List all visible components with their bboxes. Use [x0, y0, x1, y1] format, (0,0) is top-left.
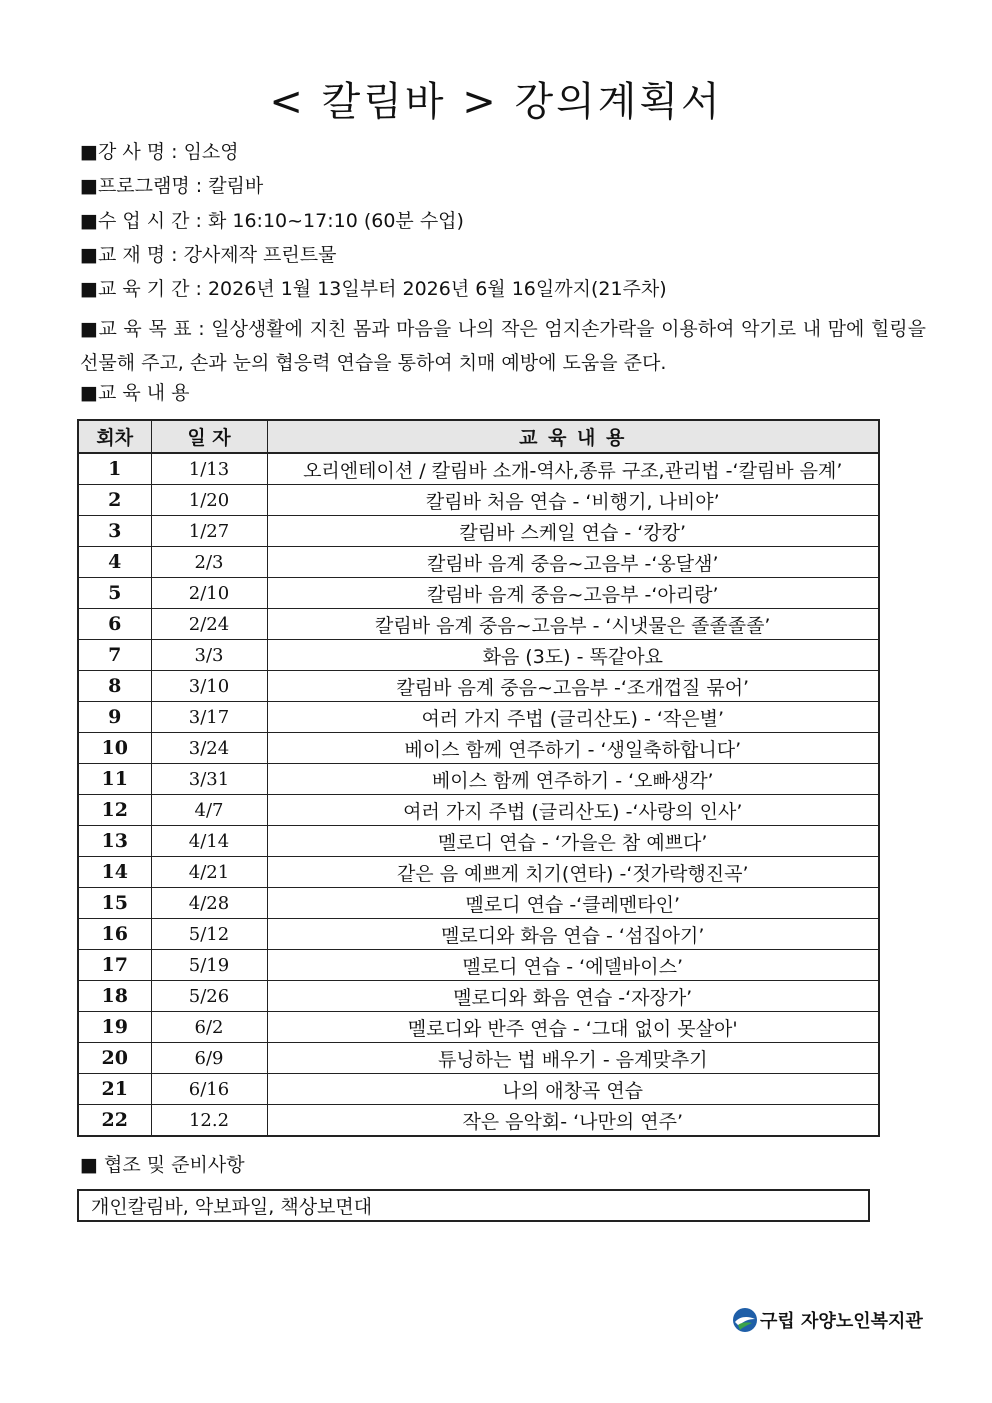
session-number: 20	[78, 1043, 151, 1074]
session-date: 1/13	[151, 453, 267, 485]
class-time-label: ■수 업 시 간 :	[80, 210, 208, 232]
session-date: 3/24	[151, 733, 267, 764]
org-footer	[732, 1306, 923, 1334]
table-row	[78, 516, 879, 547]
session-date: 5/26	[151, 981, 267, 1012]
session-date: 6/2	[151, 1012, 267, 1043]
session-date: 6/16	[151, 1074, 267, 1105]
session-date: 3/31	[151, 764, 267, 795]
table-row	[78, 950, 879, 981]
session-date: 5/12	[151, 919, 267, 950]
goal-value: 일상생활에 지친 몸과 마음을 나의 작은 엄지손가락을 이용하여 악기로 내 맘에 힐링을 선물해 주고, 손과 눈의 협응력 연습을 통하여 치매 예방에 도움을 준다.	[80, 318, 927, 374]
session-number: 21	[78, 1074, 151, 1105]
org-name: 구립 자양노인복지관	[760, 1311, 923, 1332]
session-content: 칼림바 음계 중음~고음부 - ‘시냇물은 졸졸졸졸’	[267, 609, 879, 640]
content-heading: ■교 육 내 용	[80, 382, 190, 404]
session-content: 멜로디 연습 -‘클레멘타인’	[267, 888, 879, 919]
table-row	[78, 547, 879, 578]
table-row	[78, 640, 879, 671]
prep-heading: ■ 협조 및 준비사항	[80, 1154, 245, 1176]
session-content: 오리엔테이션 / 칼림바 소개-역사,종류 구조,관리법 -‘칼림바 음계’	[267, 453, 879, 485]
session-number: 1	[78, 453, 151, 485]
program-label: ■프로그램명 :	[80, 175, 209, 197]
session-content: 멜로디와 화음 연습 - ‘섬집아기’	[267, 919, 879, 950]
session-content: 칼림바 음계 중음~고음부 -‘조개껍질 묶어’	[267, 671, 879, 702]
table-row	[78, 888, 879, 919]
instructor-value: 임소영	[183, 141, 239, 163]
period-line	[80, 277, 667, 301]
program-value: 칼림바	[208, 175, 264, 197]
table-row	[78, 733, 879, 764]
session-content: 칼림바 처음 연습 - ‘비행기, 나비야’	[267, 485, 879, 516]
session-date: 5/19	[151, 950, 267, 981]
session-content: 작은 음악회- ‘나만의 연주’	[267, 1105, 879, 1137]
session-content: 베이스 함께 연주하기 - ‘생일축하합니다’	[267, 733, 879, 764]
session-number: 5	[78, 578, 151, 609]
schedule-body	[78, 453, 879, 1136]
session-date: 1/20	[151, 485, 267, 516]
session-content: 멜로디와 반주 연습 - ‘그대 없이 못살아'	[267, 1012, 879, 1043]
session-date: 1/27	[151, 516, 267, 547]
header-date: 일 자	[151, 420, 267, 453]
session-number: 12	[78, 795, 151, 826]
session-date: 3/3	[151, 640, 267, 671]
table-row	[78, 826, 879, 857]
session-content: 같은 음 예쁘게 치기(연타) -‘젓가락행진곡’	[267, 857, 879, 888]
session-date: 12.2	[151, 1105, 267, 1137]
session-number: 19	[78, 1012, 151, 1043]
session-content: 여러 가지 주법 (글리산도) -‘사랑의 인사’	[267, 795, 879, 826]
session-number: 6	[78, 609, 151, 640]
session-number: 15	[78, 888, 151, 919]
program-line	[80, 174, 263, 198]
session-date: 4/14	[151, 826, 267, 857]
session-date: 2/10	[151, 578, 267, 609]
session-content: 칼림바 음계 중음~고음부 -‘아리랑’	[267, 578, 879, 609]
material-value: 강사제작 프린트물	[183, 244, 337, 266]
session-content: 칼림바 스케일 연습 - ‘캉캉’	[267, 516, 879, 547]
session-number: 22	[78, 1105, 151, 1137]
prep-items-box: 개인칼림바, 악보파일, 책상보면대	[77, 1189, 870, 1222]
table-row	[78, 1043, 879, 1074]
session-date: 4/28	[151, 888, 267, 919]
goal-paragraph	[80, 312, 926, 380]
session-content: 화음 (3도) - 똑같아요	[267, 640, 879, 671]
session-number: 9	[78, 702, 151, 733]
session-content: 베이스 함께 연주하기 - ‘오빠생각’	[267, 764, 879, 795]
header-session: 회차	[78, 420, 151, 453]
table-row	[78, 1012, 879, 1043]
session-number: 7	[78, 640, 151, 671]
table-row	[78, 857, 879, 888]
session-content: 멜로디와 화음 연습 -‘자장가’	[267, 981, 879, 1012]
table-row	[78, 919, 879, 950]
session-number: 2	[78, 485, 151, 516]
table-row	[78, 453, 879, 485]
period-label: ■교 육 기 간 :	[80, 278, 208, 300]
table-row	[78, 981, 879, 1012]
instructor-label: ■강 사 명 :	[80, 141, 184, 163]
session-number: 10	[78, 733, 151, 764]
table-row	[78, 485, 879, 516]
session-number: 18	[78, 981, 151, 1012]
table-row	[78, 671, 879, 702]
instructor-line	[80, 140, 239, 164]
session-number: 13	[78, 826, 151, 857]
table-row	[78, 795, 879, 826]
session-date: 4/7	[151, 795, 267, 826]
table-row	[78, 702, 879, 733]
session-content: 멜로디 연습 - ‘에델바이스’	[267, 950, 879, 981]
table-row	[78, 1105, 879, 1137]
goal-label: ■교 육 목 표 :	[80, 318, 212, 340]
welfare-center-logo-icon	[732, 1307, 758, 1333]
session-content: 튜닝하는 법 배우기 - 음계맞추기	[267, 1043, 879, 1074]
header-content: 교 육 내 용	[267, 420, 879, 453]
table-row	[78, 764, 879, 795]
table-row	[78, 1074, 879, 1105]
session-date: 6/9	[151, 1043, 267, 1074]
session-date: 3/10	[151, 671, 267, 702]
session-number: 4	[78, 547, 151, 578]
session-number: 16	[78, 919, 151, 950]
session-number: 11	[78, 764, 151, 795]
table-row	[78, 609, 879, 640]
session-date: 4/21	[151, 857, 267, 888]
session-content: 칼림바 음계 중음~고음부 -‘옹달샘’	[267, 547, 879, 578]
table-row	[78, 578, 879, 609]
class-time-value: 화 16:10~17:10 (60분 수업)	[207, 210, 464, 232]
session-content: 여러 가지 주법 (글리산도) - ‘작은별’	[267, 702, 879, 733]
class-time-line	[80, 209, 464, 233]
page-title: < 칼림바 > 강의계획서	[269, 79, 723, 125]
session-number: 17	[78, 950, 151, 981]
session-number: 14	[78, 857, 151, 888]
session-content: 멜로디 연습 - ‘가을은 참 예쁘다’	[267, 826, 879, 857]
session-number: 3	[78, 516, 151, 547]
material-label: ■교 재 명 :	[80, 244, 184, 266]
session-content: 나의 애창곡 연습	[267, 1074, 879, 1105]
schedule-table	[77, 419, 880, 1137]
session-date: 2/24	[151, 609, 267, 640]
period-value: 2026년 1월 13일부터 2026년 6월 16일까지(21주차)	[207, 278, 667, 300]
session-date: 3/17	[151, 702, 267, 733]
table-header-row	[78, 420, 879, 453]
session-number: 8	[78, 671, 151, 702]
material-line	[80, 243, 336, 267]
session-date: 2/3	[151, 547, 267, 578]
